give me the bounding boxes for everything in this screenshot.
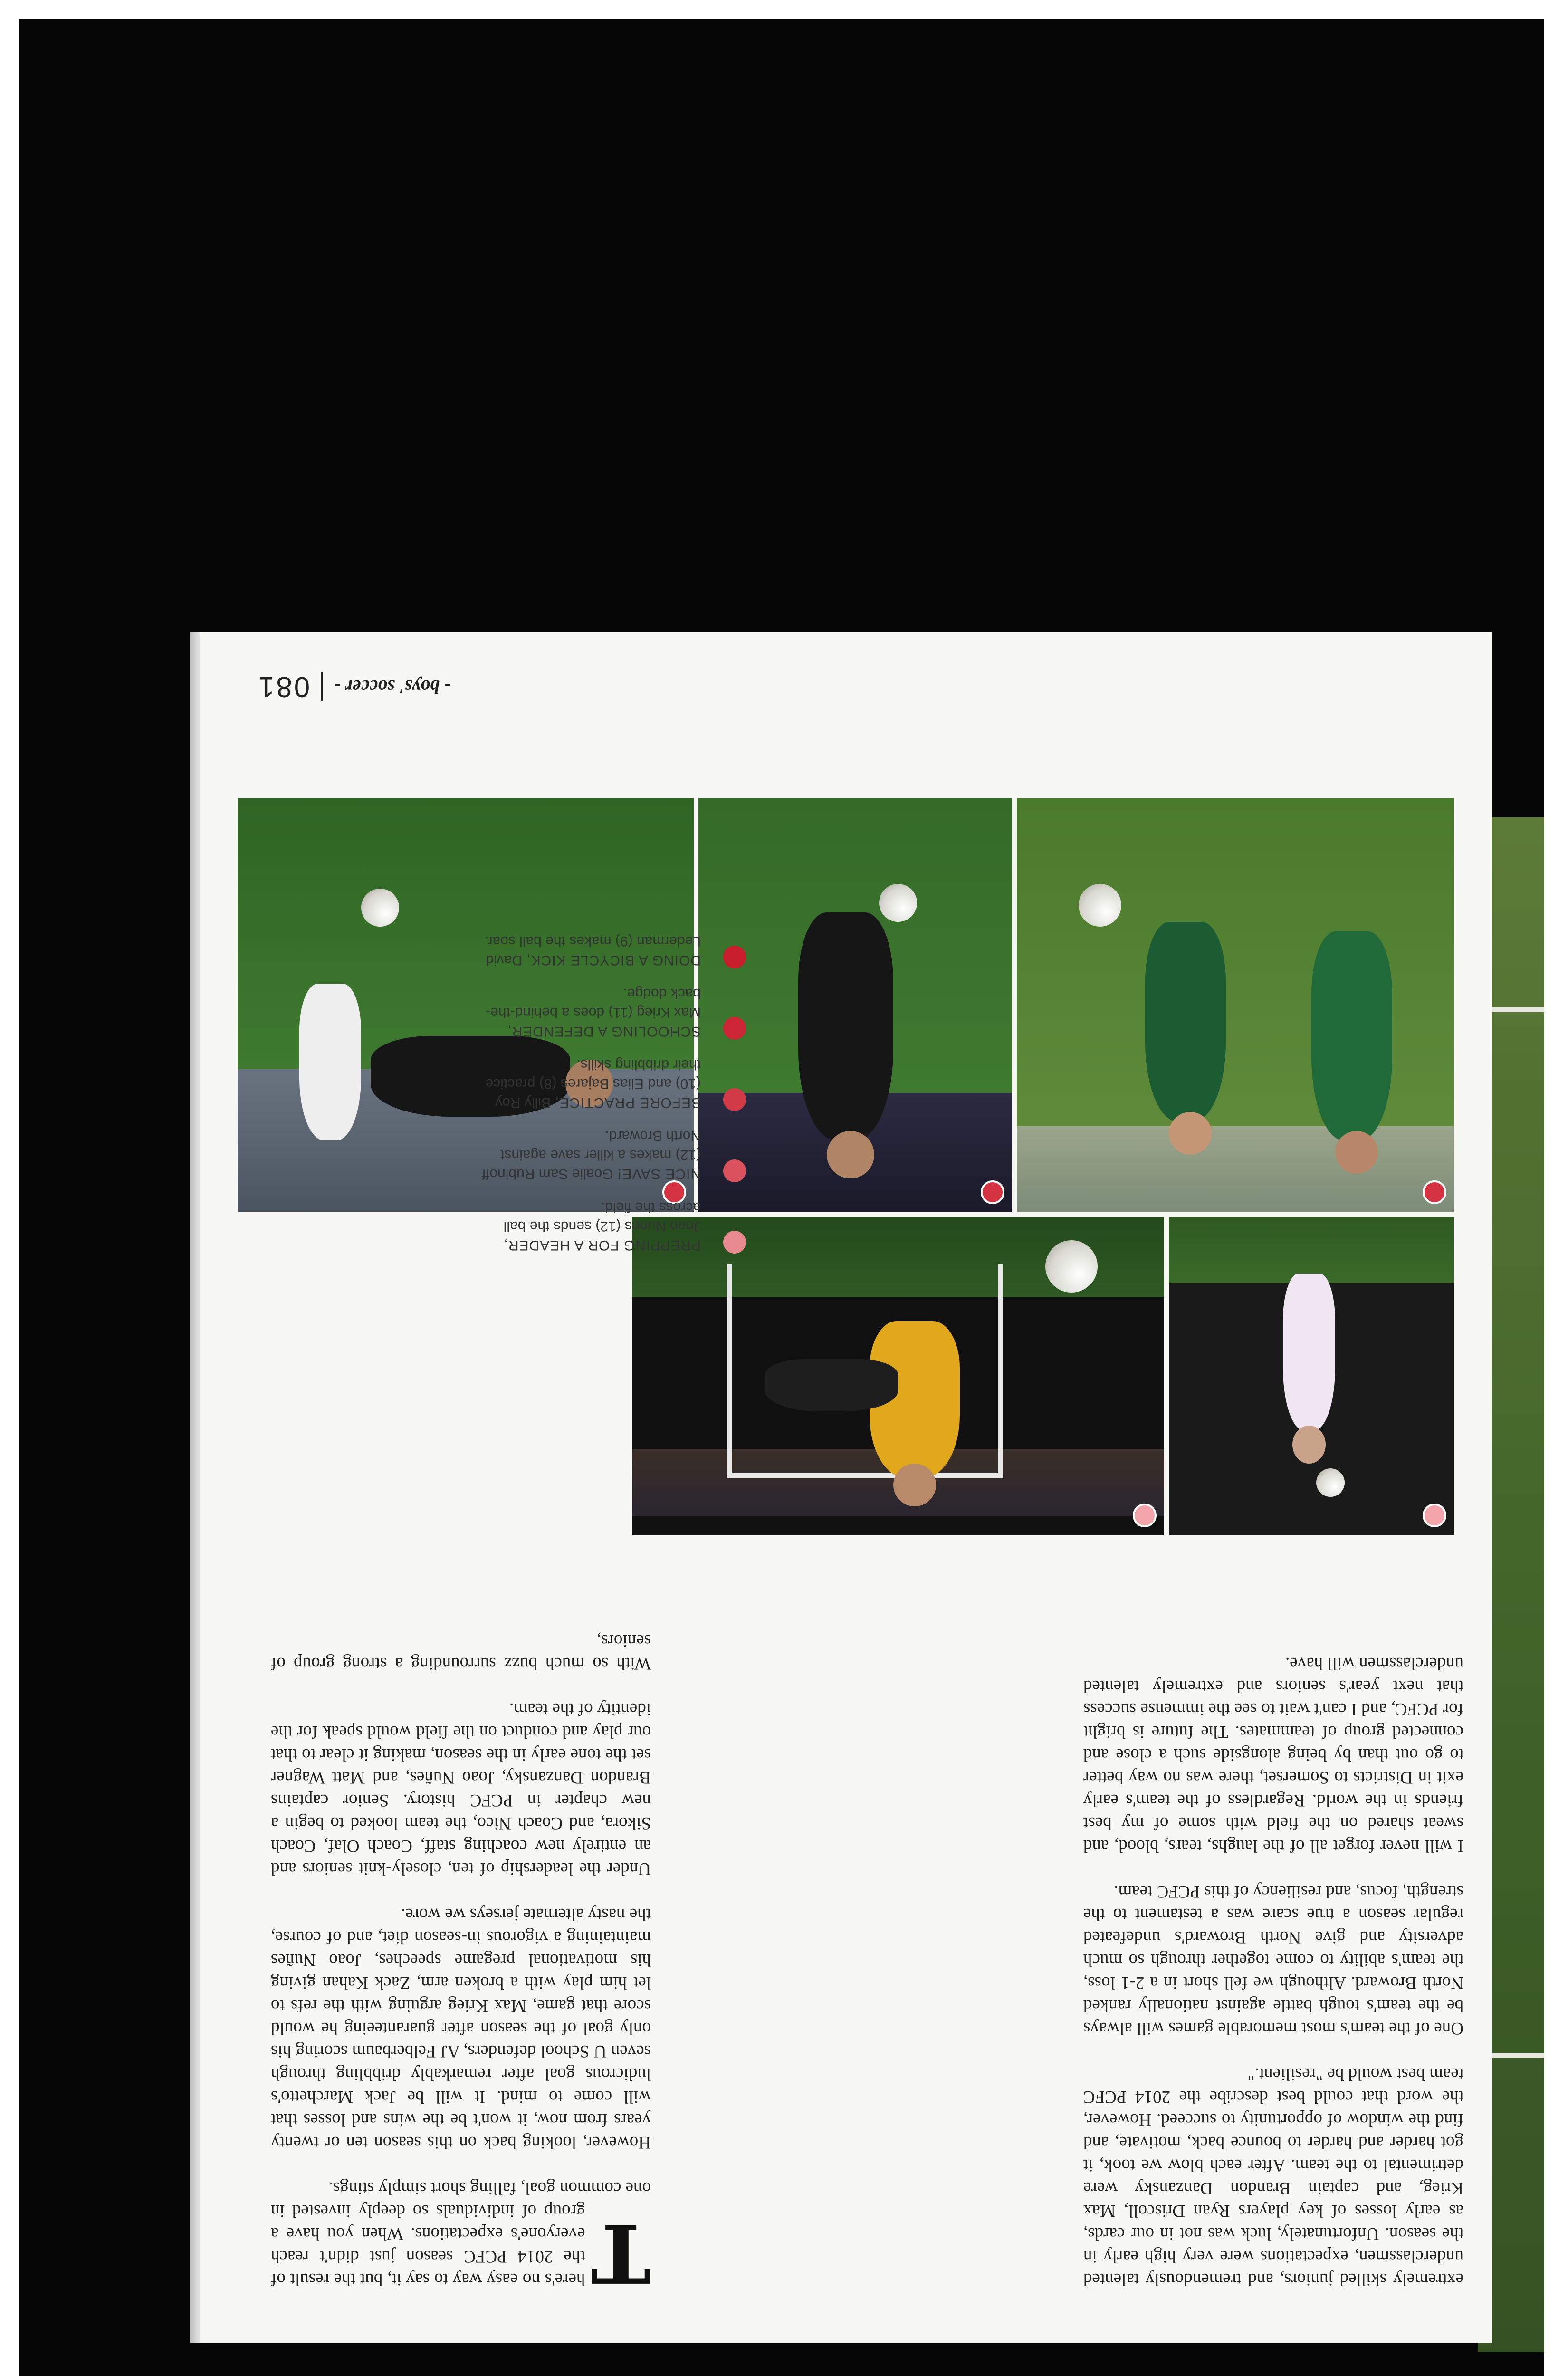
caption-marker-dot	[1423, 1504, 1446, 1527]
caption-practice	[480, 1055, 746, 1112]
article-paragraph: One of the team's most memorable games will always be the team's tough battle against nationally ranked North Broward. Although we fell short in a 2-1 loss, the team's ability to come together through so much adversity and give North Broward's undefeated regular season a true scare was a testament to the strength, focus, and resiliency of this PCFC team.	[1083, 1882, 1463, 2038]
caption-goalie-save	[480, 1126, 746, 1183]
caption-header-nunes	[480, 1198, 746, 1255]
caption-marker-dot	[1133, 1504, 1157, 1527]
caption-marker-dot	[1423, 1180, 1446, 1204]
photo-header-nunes	[1169, 1217, 1454, 1535]
photo-goalie-save	[632, 1217, 1164, 1535]
article-paragraph: However, looking back on this season ten or twenty years from now, it won't be the wins and losses that will come to mind. It will be Jack Marchetto's ludicrous goal after remarkably dribbling through seven U School defenders, AJ Felberbaum scoring his only goal of the season after guaranteeing he would score that game, Max Krieg arguing with the refs to let him play with a broken arm, Zack Kahan giving his motivational pregame speeches, Joao Nuñes maintaining a vigorous in-season diet, and of course, the nasty alternate jerseys we wore.	[271, 1905, 651, 2152]
caption-text: Goalie Sam Rubinoff (12) makes a killer save against North Broward.	[482, 1128, 701, 1182]
caption-dot	[723, 1017, 746, 1040]
page-number: 081	[257, 671, 310, 703]
drop-cap: T	[591, 2205, 651, 2300]
caption-text: Billy Roy (10) and Elias Bajares (8) practice their dribbling skills.	[485, 1057, 701, 1111]
caption-lead: NICE SAVE!	[617, 1166, 701, 1182]
yearbook-page	[200, 632, 1492, 2343]
caption-lead: SCHOOLING A DEFENDER,	[507, 1024, 701, 1039]
caption-bicycle-kick	[480, 931, 746, 969]
photo-captions	[480, 917, 746, 1255]
article-paragraph: T here's no easy way to say it, but the result of the 2014 PCFC season just didn't reach everyone's expectations. When you have a group of individuals so deeply invested in one common goal, falling short simply stings.	[271, 2178, 651, 2300]
article-paragraph: extremely skilled juniors, and tremendously talented underclassmen, expectations were very high early in the season. Unfortunately, luck was not in our cards, as early losses of key players Ryan Driscoll, Max Krieg, and captain Brandon Danzansky were detrimental to the team. After each blow we took, it got harder and harder to bounce back, motivate, and find the window of opportunity to succeed. However, the word that could best describe the 2014 PCFC team best would be "resilient."	[1083, 2064, 1463, 2289]
caption-dot	[723, 1088, 746, 1111]
caption-dodge	[480, 984, 746, 1041]
caption-marker-dot	[981, 1180, 1004, 1204]
caption-text: Joao Nunes (12) sends the ball across the field.	[503, 1199, 701, 1234]
caption-text: David Lederman (9) makes the ball soar.	[484, 933, 701, 968]
photo-practice-dribbling	[1017, 798, 1454, 1212]
caption-lead: BEFORE PRACTICE,	[555, 1095, 701, 1111]
article-paragraph: With so much buzz surrounding a strong group of seniors,	[271, 1631, 651, 1673]
caption-dot	[723, 1159, 746, 1182]
page-folio	[257, 665, 637, 703]
article-paragraph: Under the leadership of ten, closely-knit seniors and an entirely new coaching staff, Coach Olaf, Coach Sikora, and Coach Nico, the team looked to begin a new chapter in PCFC history. Senior captains Brandon Danzansky, Joao Nuñes, and Matt Wagner set the tone early in the season, making it clear to that our play and conduct on the field would speak for the identity of the team.	[271, 1699, 651, 1878]
caption-lead: DOING A BICYCLE KICK,	[526, 952, 701, 968]
article-paragraph: I will never forget all of the laughs, tears, blood, and sweat shared on the field with some of my best friends in the world. Regardless of the team's early exit in Districts to Somerset, there was no way better to go out than by being alongside such a close and connected group of teammates. The future is bright for PCFC, and I can't wait to see the immense success that next year's seniors and extremely talented underclassmen will have.	[1083, 1654, 1463, 1856]
article-column-2	[1083, 1629, 1463, 2290]
article-column-1	[271, 1606, 651, 2300]
caption-text: Max Krieg (11) does a behind-the-back dodge.	[485, 986, 701, 1020]
folio-divider	[321, 672, 323, 702]
caption-lead: PREPPING FOR A HEADER,	[503, 1237, 701, 1253]
page-content-rotated	[200, 632, 1492, 2343]
section-label: - boys' soccer -	[334, 676, 451, 698]
caption-dot	[723, 1231, 746, 1254]
caption-dot	[723, 946, 746, 968]
